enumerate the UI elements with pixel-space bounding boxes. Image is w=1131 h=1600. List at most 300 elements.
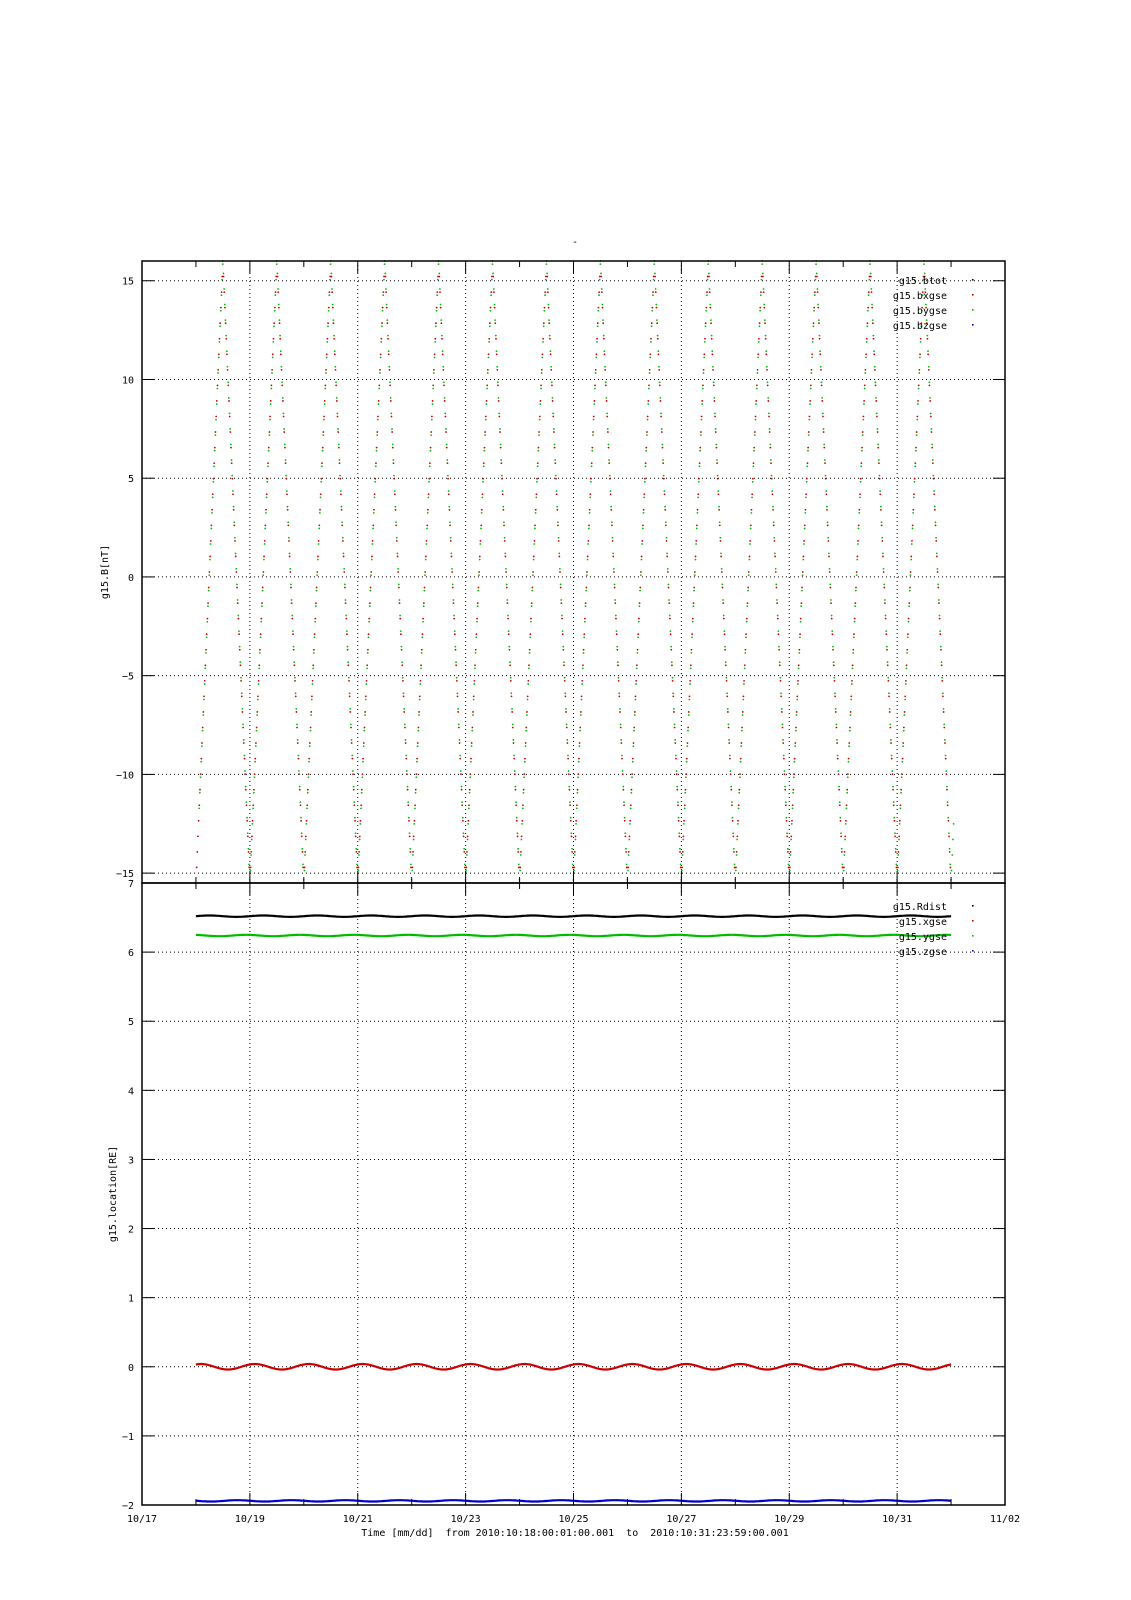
bygse-point: [365, 699, 367, 701]
bygse-point: [332, 304, 334, 306]
bxgse-point: [511, 711, 513, 713]
bygse-point: [815, 279, 817, 281]
bxgse-point: [687, 742, 689, 744]
bxgse-point: [568, 773, 570, 775]
bygse-point: [503, 521, 505, 523]
bygse-point: [203, 699, 205, 701]
bxgse-point: [699, 462, 701, 464]
bxgse-point: [492, 276, 494, 278]
bygse-point: [388, 350, 390, 352]
bygse-point: [227, 381, 229, 383]
bxgse-point: [312, 680, 314, 682]
bxgse-point: [372, 540, 374, 542]
bxgse-point: [358, 867, 360, 869]
location-panel: [108, 879, 1005, 1512]
bygse-point: [362, 761, 364, 763]
bygse-point: [947, 801, 949, 803]
bygse-point: [488, 341, 490, 343]
bygse-point: [254, 761, 256, 763]
bygse-point: [848, 761, 850, 763]
bygse-point: [459, 755, 461, 757]
bygse-point: [827, 537, 829, 539]
bxgse-point: [746, 618, 748, 620]
bygse-point: [327, 325, 329, 327]
bxgse-point: [903, 727, 905, 729]
bxgse-point: [588, 524, 590, 526]
bxgse-point: [705, 322, 707, 324]
bxgse-point: [427, 509, 429, 511]
bygse-point: [773, 521, 775, 523]
bxgse-point: [204, 664, 206, 666]
bygse-point: [772, 506, 774, 508]
bygse-point: [930, 412, 932, 414]
bygse-point: [301, 848, 303, 850]
bxgse-point: [701, 400, 703, 402]
bxgse-point: [765, 338, 767, 340]
bygse-point: [232, 490, 234, 492]
bygse-point: [865, 357, 867, 359]
bygse-point: [710, 319, 712, 321]
bygse-point: [793, 776, 795, 778]
bxgse-point: [930, 416, 932, 418]
bygse-point: [829, 568, 831, 570]
bygse-point: [278, 304, 280, 306]
bxgse-point: [674, 742, 676, 744]
bxgse-point: [254, 773, 256, 775]
bygse-point: [403, 692, 405, 694]
bygse-point: [301, 832, 303, 834]
bygse-point: [898, 839, 900, 841]
bxgse-point: [262, 571, 264, 573]
bygse-point: [767, 381, 769, 383]
bygse-point: [852, 652, 854, 654]
bygse-point: [235, 568, 237, 570]
bygse-point: [612, 552, 614, 554]
bygse-point: [384, 273, 386, 275]
bxgse-point: [694, 571, 696, 573]
bygse-point: [601, 288, 603, 290]
bygse-point: [347, 646, 349, 648]
bxgse-point: [888, 696, 890, 698]
bygse-point: [718, 506, 720, 508]
bygse-point: [747, 590, 749, 592]
bxgse-point: [444, 416, 446, 418]
bxgse-point: [505, 556, 507, 558]
bxgse-point: [787, 851, 789, 853]
bygse-point: [599, 263, 601, 265]
bxgse-point: [390, 400, 392, 402]
bxgse-point: [875, 385, 877, 387]
bygse-point: [307, 776, 309, 778]
bygse-point: [762, 273, 764, 275]
bxgse-point: [386, 307, 388, 309]
bxgse-point: [703, 369, 705, 371]
bxgse-point: [480, 540, 482, 542]
bygse-point: [679, 848, 681, 850]
bxgse-point: [558, 556, 560, 558]
bygse-point: [407, 801, 409, 803]
bxgse-point: [844, 835, 846, 837]
bygse-point: [821, 397, 823, 399]
bygse-point: [239, 646, 241, 648]
bxgse-point: [353, 804, 355, 806]
bygse-point: [608, 459, 610, 461]
bygse-point: [206, 636, 208, 638]
bygse-point: [334, 350, 336, 352]
bygse-point: [406, 770, 408, 772]
bygse-point: [919, 357, 921, 359]
bxgse-point: [760, 291, 762, 293]
bygse-point: [727, 708, 729, 710]
bxgse-point: [556, 493, 558, 495]
x-tick-label: 10/25: [558, 1514, 589, 1525]
bxgse-point: [514, 773, 516, 775]
bygse-point: [730, 786, 732, 788]
bygse-point: [857, 543, 859, 545]
bxgse-point: [904, 711, 906, 713]
bxgse-point: [894, 835, 896, 837]
bygse-point: [850, 714, 852, 716]
bxgse-point: [852, 664, 854, 666]
bygse-point: [395, 521, 397, 523]
legend-swatch: [972, 309, 974, 311]
bxgse-point: [310, 711, 312, 713]
bygse-point: [599, 279, 601, 281]
bxgse-point: [594, 400, 596, 402]
bygse-point: [729, 755, 731, 757]
bxgse-point: [690, 664, 692, 666]
bxgse-point: [500, 462, 502, 464]
bxgse-point: [312, 664, 314, 666]
bygse-point: [442, 366, 444, 368]
legend-label: g15.bxgse: [892, 291, 947, 302]
bxgse-point: [418, 727, 420, 729]
bygse-point: [212, 496, 214, 498]
bygse-point: [438, 263, 440, 265]
bygse-point: [452, 599, 454, 601]
bygse-point: [639, 605, 641, 607]
bxgse-point: [450, 540, 452, 542]
bygse-point: [200, 776, 202, 778]
bxgse-point: [678, 835, 680, 837]
bxgse-point: [689, 680, 691, 682]
bxgse-point: [294, 680, 296, 682]
bygse-point: [690, 668, 692, 670]
bygse-point: [755, 419, 757, 421]
bxgse-point: [732, 820, 734, 822]
bottom-ticks: [122, 879, 1005, 1512]
bxgse-point: [289, 571, 291, 573]
bygse-point: [504, 552, 506, 554]
bxgse-point: [840, 820, 842, 822]
bygse-point: [394, 490, 396, 492]
bygse-point: [657, 350, 659, 352]
bxgse-point: [771, 493, 773, 495]
bygse-point: [738, 807, 740, 809]
bxgse-point: [231, 462, 233, 464]
bxgse-point: [533, 540, 535, 542]
bxgse-point: [790, 835, 792, 837]
bxgse-point: [284, 447, 286, 449]
bygse-point: [295, 692, 297, 694]
bygse-point: [317, 559, 319, 561]
bxgse-point: [378, 400, 380, 402]
bygse-point: [401, 661, 403, 663]
bygse-point: [253, 792, 255, 794]
bxgse-point: [702, 385, 704, 387]
bygse-point: [693, 590, 695, 592]
bygse-point: [570, 817, 572, 819]
bxgse-point: [730, 789, 732, 791]
bygse-point: [864, 388, 866, 390]
bxgse-point: [496, 353, 498, 355]
bxgse-point: [225, 338, 227, 340]
bxgse-point: [268, 447, 270, 449]
bxgse-point: [720, 556, 722, 558]
bygse-point: [322, 450, 324, 452]
bygse-point: [706, 294, 708, 296]
bxgse-point: [785, 804, 787, 806]
bxgse-point: [199, 789, 201, 791]
bygse-point: [430, 450, 432, 452]
bygse-point: [492, 273, 494, 275]
bxgse-point: [591, 462, 593, 464]
bxgse-point: [678, 820, 680, 822]
bxgse-point: [643, 493, 645, 495]
bygse-point: [349, 708, 351, 710]
bxgse-point: [763, 307, 765, 309]
bxgse-point: [203, 696, 205, 698]
bygse-point: [874, 366, 876, 368]
bygse-point: [889, 723, 891, 725]
bxgse-point: [901, 773, 903, 775]
bygse-point: [849, 730, 851, 732]
bxgse-point: [875, 400, 877, 402]
bxgse-point: [263, 556, 265, 558]
bygse-point: [934, 506, 936, 508]
bygse-point: [473, 683, 475, 685]
bxgse-point: [834, 680, 836, 682]
bygse-point: [456, 692, 458, 694]
bxgse-point: [581, 680, 583, 682]
bygse-point: [366, 668, 368, 670]
bygse-point: [208, 590, 210, 592]
bygse-point: [564, 692, 566, 694]
bxgse-point: [225, 322, 227, 324]
bygse-point: [460, 770, 462, 772]
legend-swatch: [972, 920, 974, 922]
bygse-point: [802, 559, 804, 561]
bygse-point: [656, 319, 658, 321]
bygse-point: [696, 528, 698, 530]
bxgse-point: [377, 416, 379, 418]
bygse-point: [374, 496, 376, 498]
bottom-legend: [893, 902, 974, 958]
bxgse-point: [544, 291, 546, 293]
bxgse-point: [449, 524, 451, 526]
bxgse-point: [800, 602, 802, 604]
bxgse-point: [252, 820, 254, 822]
bygse-point: [728, 739, 730, 741]
bygse-point: [448, 506, 450, 508]
bxgse-point: [314, 618, 316, 620]
bygse-point: [256, 714, 258, 716]
bygse-point: [214, 450, 216, 452]
bygse-point: [945, 770, 947, 772]
bygse-point: [478, 574, 480, 576]
bygse-point: [517, 832, 519, 834]
bxgse-point: [314, 633, 316, 635]
bxgse-point: [296, 727, 298, 729]
bygse-point: [517, 848, 519, 850]
bygse-point: [545, 263, 547, 265]
bxgse-point: [629, 835, 631, 837]
bygse-point: [701, 403, 703, 405]
bygse-point: [707, 263, 709, 265]
bygse-point: [219, 341, 221, 343]
bxgse-point: [616, 633, 618, 635]
bygse-point: [598, 294, 600, 296]
bxgse-point: [212, 493, 214, 495]
bxgse-point: [350, 727, 352, 729]
bygse-point: [359, 823, 361, 825]
bygse-point: [641, 543, 643, 545]
bxgse-point: [207, 602, 209, 604]
bxgse-point: [676, 773, 678, 775]
bygse-point: [740, 745, 742, 747]
bxgse-point: [473, 680, 475, 682]
bxgse-point: [476, 633, 478, 635]
bxgse-point: [756, 385, 758, 387]
bygse-point: [225, 335, 227, 337]
bygse-point: [692, 605, 694, 607]
bygse-point: [368, 621, 370, 623]
bygse-point: [380, 341, 382, 343]
bygse-point: [614, 599, 616, 601]
bxgse-point: [407, 789, 409, 791]
bygse-point: [854, 605, 856, 607]
bygse-point: [528, 668, 530, 670]
bxgse-point: [897, 867, 899, 869]
bxgse-point: [757, 369, 759, 371]
bxgse-point: [305, 835, 307, 837]
bygse-point: [942, 692, 944, 694]
bxgse-point: [557, 524, 559, 526]
bxgse-point: [870, 276, 872, 278]
bxgse-point: [793, 773, 795, 775]
bygse-point: [419, 699, 421, 701]
bxgse-point: [499, 431, 501, 433]
bygse-point: [328, 294, 330, 296]
bxgse-point: [632, 758, 634, 760]
bygse-point: [825, 475, 827, 477]
bygse-point: [514, 770, 516, 772]
bxgse-point: [691, 649, 693, 651]
bxgse-point: [232, 493, 234, 495]
bygse-point: [524, 761, 526, 763]
bxgse-point: [783, 758, 785, 760]
bxgse-point: [820, 369, 822, 371]
bxgse-point: [665, 524, 667, 526]
bxgse-point: [705, 307, 707, 309]
bygse-point: [577, 776, 579, 778]
bygse-point: [846, 807, 848, 809]
bxgse-point: [786, 835, 788, 837]
bxgse-point: [527, 696, 529, 698]
bxgse-point: [584, 618, 586, 620]
bxgse-point: [366, 680, 368, 682]
bygse-point: [266, 481, 268, 483]
bxgse-point: [928, 369, 930, 371]
bygse-point: [436, 310, 438, 312]
bygse-point: [533, 543, 535, 545]
bygse-point: [415, 776, 417, 778]
bygse-point: [788, 863, 790, 865]
bxgse-point: [497, 385, 499, 387]
bygse-point: [634, 699, 636, 701]
bxgse-point: [681, 867, 683, 869]
bygse-point: [708, 273, 710, 275]
bxgse-point: [440, 322, 442, 324]
bxgse-point: [641, 556, 643, 558]
bygse-point: [562, 646, 564, 648]
bxgse-point: [306, 804, 308, 806]
bygse-point: [426, 528, 428, 530]
bxgse-point: [244, 758, 246, 760]
bygse-point: [748, 574, 750, 576]
bygse-point: [417, 745, 419, 747]
bxgse-point: [913, 493, 915, 495]
bxgse-point: [526, 711, 528, 713]
bygse-point: [860, 481, 862, 483]
y-tick-label: 7: [127, 879, 134, 890]
bxgse-point: [246, 820, 248, 822]
bygse-point: [320, 496, 322, 498]
bxgse-point: [775, 571, 777, 573]
bxgse-point: [813, 322, 815, 324]
bxgse-point: [812, 338, 814, 340]
bxgse-point: [428, 478, 430, 480]
bxgse-point: [251, 835, 253, 837]
bxgse-point: [867, 307, 869, 309]
bxgse-point: [803, 556, 805, 558]
bxgse-point: [772, 509, 774, 511]
bygse-point: [558, 552, 560, 554]
bxgse-point: [217, 369, 219, 371]
bygse-point: [361, 776, 363, 778]
bxgse-point: [283, 416, 285, 418]
bxgse-point: [821, 385, 823, 387]
bygse-point: [428, 496, 430, 498]
bygse-point: [202, 730, 204, 732]
bxgse-point: [817, 291, 819, 293]
bxgse-point: [376, 447, 378, 449]
bygse-point: [812, 325, 814, 327]
x-tick-label: 10/21: [342, 1514, 373, 1525]
bygse-point: [653, 279, 655, 281]
bxgse-point: [727, 711, 729, 713]
bxgse-point: [215, 416, 217, 418]
bygse-point: [823, 428, 825, 430]
bygse-point: [486, 388, 488, 390]
bxgse-point: [937, 587, 939, 589]
bygse-point: [930, 428, 932, 430]
bygse-point: [713, 381, 715, 383]
bygse-point: [305, 839, 307, 841]
bygse-point: [258, 683, 260, 685]
bygse-point: [839, 817, 841, 819]
bxgse-point: [803, 540, 805, 542]
